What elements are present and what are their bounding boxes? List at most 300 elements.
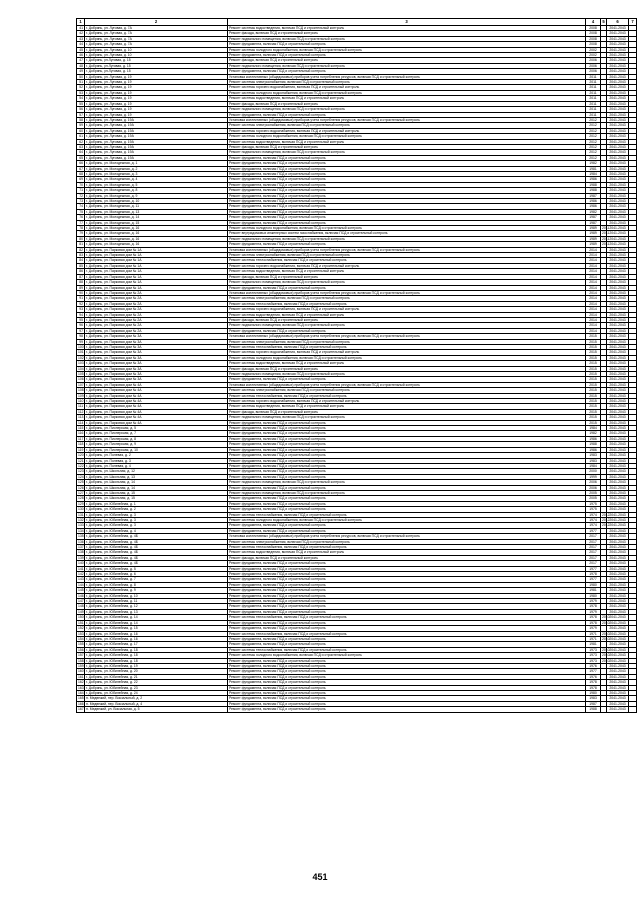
period-cell: 2041-2043 bbox=[607, 707, 629, 712]
work-type-cell: Ремонт фундамента, включая ПСД и строительный контроль bbox=[228, 426, 586, 431]
period-cell: 2041-2043 bbox=[607, 128, 629, 133]
year-built-cell: 1978 bbox=[586, 680, 601, 685]
year-built-cell: 2015 bbox=[586, 420, 601, 425]
period-cell: 2041-2043 bbox=[607, 599, 629, 604]
period-cell: 2041-2043 bbox=[607, 334, 629, 339]
year-built-cell: 2011 bbox=[586, 101, 601, 106]
address-cell: г. Добрянь, ул. Луговая, д. 19 bbox=[85, 85, 228, 90]
year-built-cell: 1988 bbox=[586, 442, 601, 447]
work-type-cell: Ремонт фундамента, включая ПСД и строительный контроль bbox=[228, 420, 586, 425]
period-cell: 2041-2043 bbox=[607, 615, 629, 620]
work-type-cell: Ремонт системы теплоснабжения, включая ПСД и строительный контроль bbox=[228, 615, 586, 620]
address-cell: г. Добрянь, ул. Юбилейная, д. 16 bbox=[85, 636, 228, 641]
year-repair-cell: 2010 bbox=[602, 653, 610, 658]
address-cell: г. Добрянь, ул. Молодежная, д. 11 bbox=[85, 204, 228, 209]
year-built-cell: 1983 bbox=[586, 453, 601, 458]
address-cell: г. Добрянь, ул. Парковая дом № 3А bbox=[85, 339, 228, 344]
row-number: 156 bbox=[78, 647, 84, 652]
work-type-cell: Ремонт фундамента, включая ПСД и строительный контроль bbox=[228, 696, 586, 701]
row-number: 81 bbox=[77, 242, 85, 247]
row-number: 120 bbox=[78, 453, 84, 458]
work-type-cell: Ремонт подвального помещения, включая ПСД и строительный контроль bbox=[228, 415, 586, 420]
row-number: 99 bbox=[77, 339, 85, 344]
period-cell: 2041-2043 bbox=[607, 436, 629, 441]
work-type-cell: Ремонт подвального помещения, включая ПСД и строительный контроль bbox=[228, 480, 586, 485]
work-type-cell: Ремонт фундамента, включая ПСД и строительный контроль bbox=[228, 204, 586, 209]
period-cell: 2041-2043 bbox=[607, 496, 629, 501]
row-number: 94 bbox=[77, 312, 85, 317]
period-cell: 2041-2043 bbox=[607, 399, 629, 404]
work-type-cell: Ремонт фундамента, включая ПСД и строительный контроль bbox=[228, 463, 586, 468]
year-built-cell: 1981 bbox=[586, 642, 601, 647]
address-cell: г. Добрянь, ул. Школьная, д. 14 bbox=[85, 485, 228, 490]
row-number: 165 bbox=[78, 696, 84, 701]
year-built-cell: 1979 bbox=[586, 609, 601, 614]
address-cell: г. Добрянь, ул. Юбилейная, д. 23 bbox=[85, 685, 228, 690]
year-built-cell: 2014 bbox=[586, 307, 601, 312]
work-type-cell: Ремонт системы водоотведения, включая ПСД и строительный контроль bbox=[228, 26, 586, 31]
work-type-cell: Ремонт фундамента, включая ПСД и строительный контроль bbox=[228, 599, 586, 604]
work-type-cell: Ремонт системы холодного водоснабжения, включая ПСД и строительный контроль bbox=[228, 653, 586, 658]
address-cell: г. Добрянь, ул. Юбилейная, д. 18 bbox=[85, 653, 228, 658]
row-number: 85 bbox=[77, 263, 85, 268]
row-number: 102 bbox=[78, 355, 84, 360]
row-number: 76 bbox=[77, 215, 85, 220]
year-built-cell: 1971 bbox=[586, 631, 601, 636]
row-number: 73 bbox=[77, 199, 85, 204]
year-built-cell: 1976 bbox=[586, 674, 601, 679]
year-built-cell: 2014 bbox=[586, 301, 601, 306]
year-built-cell: 2015 bbox=[586, 415, 601, 420]
header-cell: 2 bbox=[85, 19, 228, 26]
row-number: 62 bbox=[77, 139, 85, 144]
address-cell: г. Добрянь, ул. Юбилейная, д. 18 bbox=[85, 658, 228, 663]
address-cell: г. Добрянь, ул. Школьная, д. 12 bbox=[85, 469, 228, 474]
work-type-cell: Ремонт фасада, включая ПСД и строительный контроль bbox=[228, 274, 586, 279]
work-type-cell: Ремонт подвального помещения, включая ПСД и строительный контроль bbox=[228, 280, 586, 285]
work-type-cell: Ремонт фундамента, включая ПСД и строительный контроль bbox=[228, 209, 586, 214]
header-cell: 3 bbox=[228, 19, 586, 26]
row-number: 95 bbox=[77, 317, 85, 322]
address-cell: г. Добрянь, ул. Юбилейная, д. 11 bbox=[85, 599, 228, 604]
address-cell: г. Добрянь, ул. Луговая, д. 19 bbox=[85, 96, 228, 101]
period-cell: 2041-2043 bbox=[607, 447, 629, 452]
year-built-cell: 1989 bbox=[586, 226, 601, 231]
period-cell: 2041-2043 bbox=[607, 204, 629, 209]
year-repair-cell: 2010 bbox=[602, 631, 610, 636]
row-number: 106 bbox=[78, 377, 84, 382]
address-cell: г. Добрянь, ул. Парковая дом № 3А bbox=[85, 355, 228, 360]
year-built-cell: 2008 bbox=[586, 42, 601, 47]
row-number: 59 bbox=[77, 123, 85, 128]
work-type-cell: Ремонт фундамента, включая ПСД и строительный контроль bbox=[228, 453, 586, 458]
year-built-cell: 1978 bbox=[586, 604, 601, 609]
year-built-cell: 2002 bbox=[586, 53, 601, 58]
row-number: 142 bbox=[78, 572, 84, 577]
year-built-cell: 2008 bbox=[586, 26, 601, 31]
address-cell: г. Добрянь, ул. Школьная, д. 14 bbox=[85, 480, 228, 485]
row-number: 107 bbox=[78, 382, 84, 387]
year-built-cell: 1980 bbox=[586, 582, 601, 587]
row-number: 60 bbox=[77, 128, 85, 133]
work-type-cell: Ремонт фундамента, включая ПСД и строительный контроль bbox=[228, 155, 586, 160]
address-cell: г. Добрянь, ул. Молодежная, д. 15 bbox=[85, 220, 228, 225]
row-number: 68 bbox=[77, 171, 85, 176]
row-number: 143 bbox=[78, 577, 84, 582]
row-number: 134 bbox=[78, 528, 84, 533]
year-built-cell: 1989 bbox=[586, 231, 601, 236]
year-built-cell: 2015 bbox=[586, 344, 601, 349]
period-cell: 2041-2043 bbox=[607, 290, 629, 295]
work-type-cell: Ремонт фундамента, включая ПСД и строительный контроль bbox=[228, 609, 586, 614]
work-type-cell: Ремонт системы теплоснабжения, включая ПСД и строительный контроль bbox=[228, 344, 586, 349]
work-type-cell: Ремонт фундамента, включая ПСД и строительный контроль bbox=[228, 474, 586, 479]
year-repair-cell: 2010 bbox=[602, 615, 610, 620]
work-type-cell: Ремонт системы холодного водоснабжения, включая ПСД и строительный контроль bbox=[228, 517, 586, 522]
address-cell: г. Добрянь, ул. Молодежная, д. 13 bbox=[85, 209, 228, 214]
row-number: 108 bbox=[78, 388, 84, 393]
address-cell: г. Добрянь, ул. Молодежная, д. 10 bbox=[85, 199, 228, 204]
row-number: 118 bbox=[78, 442, 84, 447]
address-cell: г. Добрянь, ул. Парковая дом № 4А bbox=[85, 393, 228, 398]
period-cell: 2041-2043 bbox=[607, 31, 629, 36]
row-number: 158 bbox=[78, 658, 84, 663]
period-cell: 2041-2043 bbox=[607, 231, 629, 236]
row-number: 84 bbox=[77, 258, 85, 263]
address-cell: г. Добрянь, ул. Юбилейная, д. 3 bbox=[85, 512, 228, 517]
address-cell: г. Добрянь, ул. Юбилейная, д. 16 bbox=[85, 631, 228, 636]
work-type-cell: Установка коллективных (общедомовых) приборов учета потребления ресурсов, включая ПСД и строительный контроль bbox=[228, 247, 586, 252]
row-number: 111 bbox=[78, 404, 84, 409]
work-type-cell: Ремонт подвального помещения, включая ПСД и строительный контроль bbox=[228, 36, 586, 41]
period-cell: 2041-2043 bbox=[607, 388, 629, 393]
work-type-cell: Ремонт фасада, включая ПСД и строительный контроль bbox=[228, 31, 586, 36]
work-type-cell: Ремонт фундамента, включая ПСД и строительный контроль bbox=[228, 577, 586, 582]
row-number: 92 bbox=[77, 301, 85, 306]
period-cell: 2041-2043 bbox=[607, 393, 629, 398]
year-built-cell: 2006 bbox=[586, 480, 601, 485]
period-cell: 2041-2043 bbox=[607, 26, 629, 31]
period-cell: 2041-2043 bbox=[607, 96, 629, 101]
year-built-cell: 2014 bbox=[586, 323, 601, 328]
year-built-cell: 2011 bbox=[586, 112, 601, 117]
work-type-cell: Ремонт внутридомовых инженерных систем газоснабжения, включая ПСД и строительный контроль bbox=[228, 231, 586, 236]
year-built-cell: 2017 bbox=[586, 555, 601, 560]
address-cell: г. Добрянь, ул. Парковая дом № 1А bbox=[85, 285, 228, 290]
address-cell: г. Добрянь, ул. Луговая, д. 19А bbox=[85, 144, 228, 149]
work-type-cell: Ремонт системы теплоснабжения, включая ПСД и строительный контроль bbox=[228, 512, 586, 517]
period-cell: 2041-2043 bbox=[607, 528, 629, 533]
year-built-cell: 2012 bbox=[586, 139, 601, 144]
period-cell: 2041-2043 bbox=[607, 593, 629, 598]
row-number: 54 bbox=[77, 96, 85, 101]
work-type-cell: Ремонт фундамента, включая ПСД и строительный контроль bbox=[228, 188, 586, 193]
row-number: 129 bbox=[78, 501, 84, 506]
period-cell: 2041-2043 bbox=[607, 382, 629, 387]
address-cell: г. Добрянь, ул. Юбилейная, д. 21 bbox=[85, 674, 228, 679]
address-cell: г. Добрянь, ул. Парковая дом № 1А bbox=[85, 247, 228, 252]
address-cell: г. Добрянь, ул. Юбилейная, д. 13 bbox=[85, 609, 228, 614]
address-cell: г. Добрянь, ул. Юбилейная, д. 3 bbox=[85, 523, 228, 528]
year-built-cell: 2014 bbox=[586, 258, 601, 263]
address-cell: п. Медвежий, пер. Вокзальный, д. 2 bbox=[85, 696, 228, 701]
address-cell: г. Добрянь, ул. Пионерская, д. 8 bbox=[85, 436, 228, 441]
address-cell: г. Добрянь, ул. Юбилейная, д. 10 bbox=[85, 593, 228, 598]
period-cell: 2041-2043 bbox=[607, 431, 629, 436]
period-cell: 2041-2043 bbox=[607, 566, 629, 571]
year-built-cell: 1982 bbox=[586, 209, 601, 214]
address-cell: г. Добрянь, ул. Молодежная, д. 2 bbox=[85, 166, 228, 171]
period-cell: 2041-2043 bbox=[607, 253, 629, 258]
work-type-cell: Ремонт фундамента, включая ПСД и строительный контроль bbox=[228, 701, 586, 706]
period-cell: 2041-2043 bbox=[607, 323, 629, 328]
year-built-cell: 2014 bbox=[586, 317, 601, 322]
year-built-cell: 2011 bbox=[586, 85, 601, 90]
address-cell: г. Добрянь, ул. Молодежная, д. 9 bbox=[85, 193, 228, 198]
work-type-cell: Ремонт системы водоотведения, включая ПСД и строительный контроль bbox=[228, 550, 586, 555]
period-cell: 2041-2043 bbox=[607, 696, 629, 701]
row-number: 155 bbox=[78, 642, 84, 647]
work-type-cell: Установка коллективных (общедомовых) приборов учета потребления ресурсов, включая ПСД и строительный контроль bbox=[228, 334, 586, 339]
address-cell: г. Добрянь, ул. Парковая дом № 4А bbox=[85, 420, 228, 425]
work-type-cell: Ремонт фундамента, включая ПСД и строительный контроль bbox=[228, 680, 586, 685]
row-number: 141 bbox=[78, 566, 84, 571]
period-cell: 2041-2043 bbox=[607, 501, 629, 506]
work-type-cell: Ремонт фундамента, включая ПСД и строительный контроль bbox=[228, 588, 586, 593]
row-number: 150 bbox=[78, 615, 84, 620]
period-cell: 2041-2043 bbox=[607, 161, 629, 166]
period-cell: 2041-2043 bbox=[607, 572, 629, 577]
work-type-cell: Ремонт фасада, включая ПСД и строительный контроль bbox=[228, 58, 586, 63]
address-cell: г. Добрянь, ул. Парковая дом № 2А bbox=[85, 323, 228, 328]
period-cell: 2041-2043 bbox=[607, 155, 629, 160]
row-number: 131 bbox=[78, 512, 84, 517]
year-built-cell: 2005 bbox=[586, 490, 601, 495]
period-cell: 2041-2043 bbox=[607, 642, 629, 647]
header-cell: 5 bbox=[602, 19, 605, 24]
year-built-cell: 1978 bbox=[586, 620, 601, 625]
year-built-cell: 2011 bbox=[586, 90, 601, 95]
year-built-cell: 2015 bbox=[586, 366, 601, 371]
period-cell: 2041-2043 bbox=[607, 193, 629, 198]
period-cell: 2041-2043 bbox=[607, 177, 629, 182]
work-type-cell: Ремонт фундамента, включая ПСД и строительный контроль bbox=[228, 604, 586, 609]
work-type-cell: Ремонт фундамента, включая ПСД и строительный контроль bbox=[228, 636, 586, 641]
work-type-cell: Ремонт фундамента, включая ПСД и строительный контроль bbox=[228, 285, 586, 290]
year-built-cell: 2006 bbox=[586, 58, 601, 63]
address-cell: г. Добрянь, ул. Полевая, д. 4 bbox=[85, 463, 228, 468]
row-number: 52 bbox=[77, 85, 85, 90]
year-repair-cell: 2010 bbox=[602, 647, 610, 652]
address-cell: г. Добрянь, ул. Молодежная, д. 16 bbox=[85, 242, 228, 247]
work-type-cell: Ремонт фундамента, включая ПСД и строительный контроль bbox=[228, 242, 586, 247]
address-cell: г. Добрянь, ул. Юбилейная, д. 24 bbox=[85, 690, 228, 695]
period-cell: 2041-2043 bbox=[607, 47, 629, 52]
address-cell: г. Добрянь, ул. Парковая дом № 2А bbox=[85, 307, 228, 312]
row-number: 137 bbox=[78, 545, 84, 549]
period-cell: 2041-2043 bbox=[607, 220, 629, 225]
year-built-cell: 2012 bbox=[586, 144, 601, 149]
work-type-cell: Ремонт фундамента, включая ПСД и строительный контроль bbox=[228, 442, 586, 447]
work-type-cell: Ремонт фасада, включая ПСД и строительный контроль bbox=[228, 409, 586, 414]
work-type-cell: Ремонт системы горячего водоснабжения, включая ПСД и строительный контроль bbox=[228, 307, 586, 312]
row-number: 110 bbox=[78, 399, 84, 404]
row-number: 127 bbox=[78, 490, 84, 495]
period-cell: 2041-2043 bbox=[607, 474, 629, 479]
period-cell: 2041-2043 bbox=[607, 74, 629, 79]
page-number: 451 bbox=[312, 872, 328, 882]
work-type-cell: Ремонт фундамента, включая ПСД и строительный контроль bbox=[228, 328, 586, 333]
address-cell: г. Добрянь, ул. Юбилейная, д. 12 bbox=[85, 604, 228, 609]
year-built-cell: 1981 bbox=[586, 588, 601, 593]
year-built-cell: 2011 bbox=[586, 80, 601, 85]
row-number: 47 bbox=[77, 58, 85, 63]
work-type-cell: Ремонт фундамента, включая ПСД и строительный контроль bbox=[228, 707, 586, 712]
year-built-cell: 2008 bbox=[586, 31, 601, 36]
row-number: 130 bbox=[78, 507, 84, 512]
address-cell: г. Добрянь, ул. Юбилейная, д. 4 bbox=[85, 528, 228, 533]
address-cell: п. Медвежий, пер. Вокзальный, д. 4 bbox=[85, 701, 228, 706]
year-built-cell: 1989 bbox=[586, 242, 601, 247]
year-built-cell: 2000 bbox=[586, 469, 601, 474]
address-cell: г. Добрянь, ул. Юбилейная, д. 5 bbox=[85, 566, 228, 571]
period-cell: 2041-2043 bbox=[607, 328, 629, 333]
year-built-cell: 2005 bbox=[586, 496, 601, 501]
address-cell: г. Добрянь, ул. Молодежная, д. 14 bbox=[85, 215, 228, 220]
period-cell: 2041-2043 bbox=[607, 663, 629, 668]
period-cell: 2041-2043 bbox=[607, 344, 629, 349]
year-built-cell: 1977 bbox=[586, 528, 601, 533]
row-number: 115 bbox=[78, 426, 84, 431]
year-built-cell: 1988 bbox=[586, 182, 601, 187]
year-built-cell: 1984 bbox=[586, 171, 601, 176]
year-built-cell: 1984 bbox=[586, 463, 601, 468]
year-built-cell: 1978 bbox=[586, 572, 601, 577]
work-type-cell: Ремонт фундамента, включая ПСД и строительный контроль bbox=[228, 193, 586, 198]
year-built-cell: 1974 bbox=[586, 523, 601, 528]
row-number: 145 bbox=[78, 588, 84, 593]
period-cell: 2041-2043 bbox=[607, 453, 629, 458]
row-number: 69 bbox=[77, 177, 85, 182]
header-cell: 4 bbox=[586, 19, 601, 26]
row-number: 77 bbox=[77, 220, 85, 225]
address-cell: г. Добрянь, ул. Луговая, д. 19А bbox=[85, 128, 228, 133]
work-type-cell: Ремонт фундамента, включая ПСД и строительный контроль bbox=[228, 642, 586, 647]
period-cell: 2041-2043 bbox=[607, 609, 629, 614]
row-number: 65 bbox=[77, 155, 85, 160]
address-cell: г. Добрянь, ул. Луговая, д. 10 bbox=[85, 47, 228, 52]
year-built-cell: 2015 bbox=[586, 355, 601, 360]
year-built-cell: 2014 bbox=[586, 280, 601, 285]
row-number: 153 bbox=[78, 631, 84, 636]
row-number: 114 bbox=[78, 420, 84, 425]
year-built-cell: 2012 bbox=[586, 117, 601, 122]
period-cell: 2041-2043 bbox=[607, 312, 629, 317]
row-number: 146 bbox=[78, 593, 84, 598]
work-type-cell: Ремонт фундамента, включая ПСД и строительный контроль bbox=[228, 507, 586, 512]
year-built-cell: 2006 bbox=[586, 69, 601, 74]
work-type-cell: Ремонт фундамента, включая ПСД и строительный контроль bbox=[228, 523, 586, 528]
period-cell: 2041-2043 bbox=[607, 372, 629, 377]
row-number: 91 bbox=[77, 296, 85, 301]
row-number: 152 bbox=[78, 626, 84, 631]
register-sheet bbox=[76, 18, 636, 713]
period-cell: 2041-2043 bbox=[607, 107, 629, 112]
row-number: 136 bbox=[78, 539, 84, 544]
row-number: 75 bbox=[77, 209, 85, 214]
row-number: 113 bbox=[78, 415, 84, 420]
year-built-cell: 2015 bbox=[586, 339, 601, 344]
period-cell: 2041-2043 bbox=[607, 296, 629, 301]
row-number: 78 bbox=[77, 226, 85, 231]
work-type-cell: Ремонт фундамента, включая ПСД и строительный контроль bbox=[228, 42, 586, 47]
period-cell: 2041-2043 bbox=[607, 274, 629, 279]
period-cell: 2041-2043 bbox=[607, 317, 629, 322]
year-built-cell: 2012 bbox=[586, 150, 601, 155]
header-cell: 7 bbox=[629, 19, 637, 26]
row-number: 109 bbox=[78, 393, 84, 398]
row-number: 116 bbox=[78, 431, 84, 436]
period-cell: 2041-2043 bbox=[607, 658, 629, 663]
year-built-cell: 2015 bbox=[586, 382, 601, 387]
year-built-cell: 1987 bbox=[586, 701, 601, 706]
work-type-cell: Ремонт фундамента, включая ПСД и строительный контроль bbox=[228, 199, 586, 204]
row-number: 64 bbox=[77, 150, 85, 155]
address-cell: г. Добрянь, ул. Парковая дом № 2А bbox=[85, 296, 228, 301]
year-built-cell: 2015 bbox=[586, 393, 601, 398]
row-number: 164 bbox=[78, 690, 84, 695]
year-built-cell: 1980 bbox=[586, 690, 601, 695]
work-type-cell: Ремонт фундамента, включая ПСД и строительный контроль bbox=[228, 112, 586, 117]
address-cell: г. Добрянь, ул. Пионерская, д. 5 bbox=[85, 426, 228, 431]
year-built-cell: 2015 bbox=[586, 334, 601, 339]
row-number: 46 bbox=[77, 53, 85, 58]
address-cell: г. Добрянь, ул. Парковая дом № 2А bbox=[85, 312, 228, 317]
row-number: 160 bbox=[78, 669, 84, 674]
work-type-cell: Ремонт подвального помещения, включая ПСД и строительный контроль bbox=[228, 372, 586, 377]
address-cell: г. Добрянь, ул. Луговая, д. 19А bbox=[85, 150, 228, 155]
work-type-cell: Ремонт системы холодного водоснабжения, включая ПСД и строительный контроль bbox=[228, 355, 586, 360]
row-number: 148 bbox=[78, 604, 84, 609]
address-cell: г. Добрянь, ул. Полевая, д. 2 bbox=[85, 453, 228, 458]
year-built-cell: 2017 bbox=[586, 561, 601, 566]
year-built-cell: 1987 bbox=[586, 215, 601, 220]
period-cell: 2041-2043 bbox=[607, 58, 629, 63]
row-number: 89 bbox=[77, 285, 85, 290]
year-built-cell: 2014 bbox=[586, 263, 601, 268]
period-cell: 2041-2043 bbox=[607, 490, 629, 495]
year-built-cell: 2008 bbox=[586, 36, 601, 41]
row-number: 126 bbox=[78, 485, 84, 490]
work-type-cell: Ремонт подвального помещения, включая ПСД и строительный контроль bbox=[228, 107, 586, 112]
address-cell: г. Добрянь, ул. Парковая дом № 3А bbox=[85, 344, 228, 349]
work-type-cell: Ремонт системы теплоснабжения, включая ПСД и строительный контроль bbox=[228, 647, 586, 652]
period-cell: 2041-2043 bbox=[607, 604, 629, 609]
period-cell: 2041-2043 bbox=[607, 307, 629, 312]
period-cell: 2041-2043 bbox=[607, 209, 629, 214]
row-number: 53 bbox=[77, 90, 85, 95]
year-built-cell: 1977 bbox=[586, 669, 601, 674]
year-repair-cell: 2012 bbox=[602, 523, 610, 528]
period-cell: 2041-2043 bbox=[607, 669, 629, 674]
period-cell: 2041-2043 bbox=[607, 442, 629, 447]
row-number: 101 bbox=[78, 350, 84, 355]
row-number: 41 bbox=[77, 26, 85, 31]
year-built-cell: 2011 bbox=[586, 74, 601, 79]
row-number: 100 bbox=[78, 344, 84, 349]
address-cell: г. Добрянь, ул. Парковая дом № 1А bbox=[85, 280, 228, 285]
year-built-cell: 2006 bbox=[586, 63, 601, 68]
